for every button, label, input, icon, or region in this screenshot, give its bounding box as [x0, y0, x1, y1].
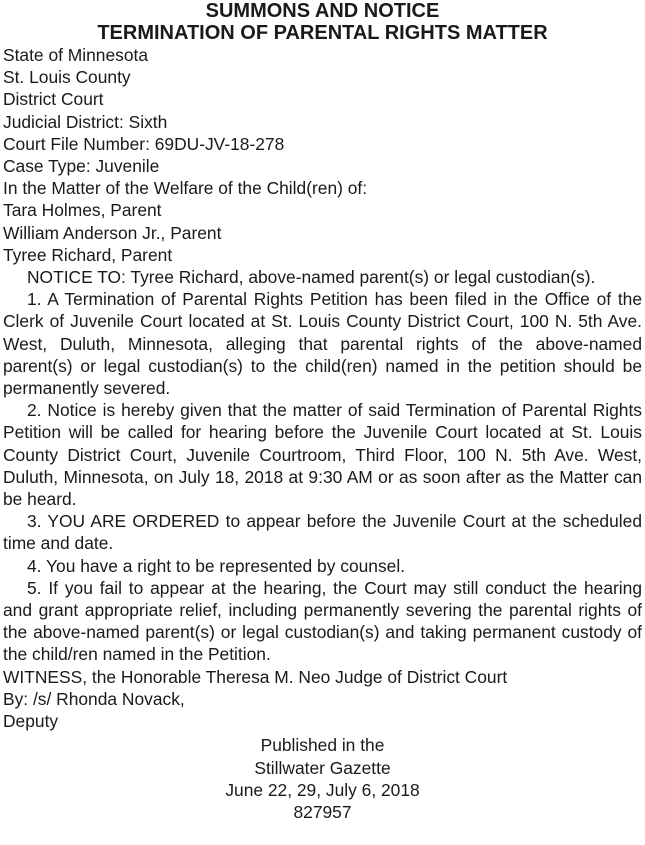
notice-body: [3, 44, 642, 732]
parent-line: Tyree Richard, Parent: [3, 244, 173, 265]
parent-line: Tara Holmes, Parent: [3, 200, 162, 221]
county-line: St. Louis County: [3, 67, 131, 88]
title-line-termination: TERMINATION OF PARENTAL RIGHTS MATTER: [97, 22, 548, 44]
state-line: State of Minnesota: [3, 45, 149, 65]
order-to-appear-paragraph: 3. YOU ARE ORDERED to appear before the Juvenile Court at the scheduled time and date.: [3, 511, 642, 554]
notice-title: [3, 0, 642, 44]
newspaper-name: Stillwater Gazette: [254, 757, 391, 778]
hearing-notice-paragraph: 2. Notice is hereby given that the matter of said Termination of Parental Rights Petition will be called for hearing before the Juvenile Court located at St. Louis County District Court, Juvenile Courtroom, Third Floor, 100 N. 5th Ave. West, Duluth, Minnesota, on July 18, 2018 at 9:30 AM or as soon after as the Matter can be heard.: [3, 400, 642, 510]
parent-line: William Anderson Jr., Parent: [3, 222, 222, 243]
publication-dates: June 22, 29, July 6, 2018: [225, 779, 420, 800]
notice-to-paragraph: NOTICE TO: Tyree Richard, above-named parent(s) or legal custodian(s).: [27, 267, 596, 288]
publication-info: [3, 734, 642, 823]
right-to-counsel-paragraph: 4. You have a right to be represented by counsel.: [27, 555, 406, 576]
court-file-number-line: Court File Number: 69DU-JV-18-278: [3, 133, 285, 154]
deputy-line: Deputy: [3, 711, 59, 732]
matter-line: In the Matter of the Welfare of the Child(ren) of:: [3, 178, 368, 199]
published-in-line: Published in the: [260, 735, 385, 756]
failure-to-appear-paragraph: 5. If you fail to appear at the hearing, the Court may still conduct the hearing and grant appropriate relief, including permanently severing the parental rights of the above-named parent(s) or legal custodian(s) and taking permanent custody of the child/ren named in the Petition.: [3, 577, 642, 665]
case-type-line: Case Type: Juvenile: [3, 156, 160, 177]
signature-line: By: /s/ Rhonda Novack,: [3, 688, 185, 709]
witness-line: WITNESS, the Honorable Theresa M. Neo Judge of District Court: [3, 666, 508, 687]
notice-id-number: 827957: [293, 801, 352, 822]
title-line-summons: SUMMONS AND NOTICE: [205, 0, 440, 22]
petition-filed-paragraph: 1. A Termination of Parental Rights Petition has been filed in the Office of the Clerk of Juvenile Court located at St. Louis County District Court, 100 N. 5th Ave. West, Duluth, Minnesota, alleging that parental rights of the above-named parent(s) or legal custodian(s) to the child(ren) named in the petition should be permanently severed.: [3, 289, 642, 399]
judicial-district-line: Judicial District: Sixth: [3, 111, 168, 132]
court-line: District Court: [3, 89, 104, 110]
